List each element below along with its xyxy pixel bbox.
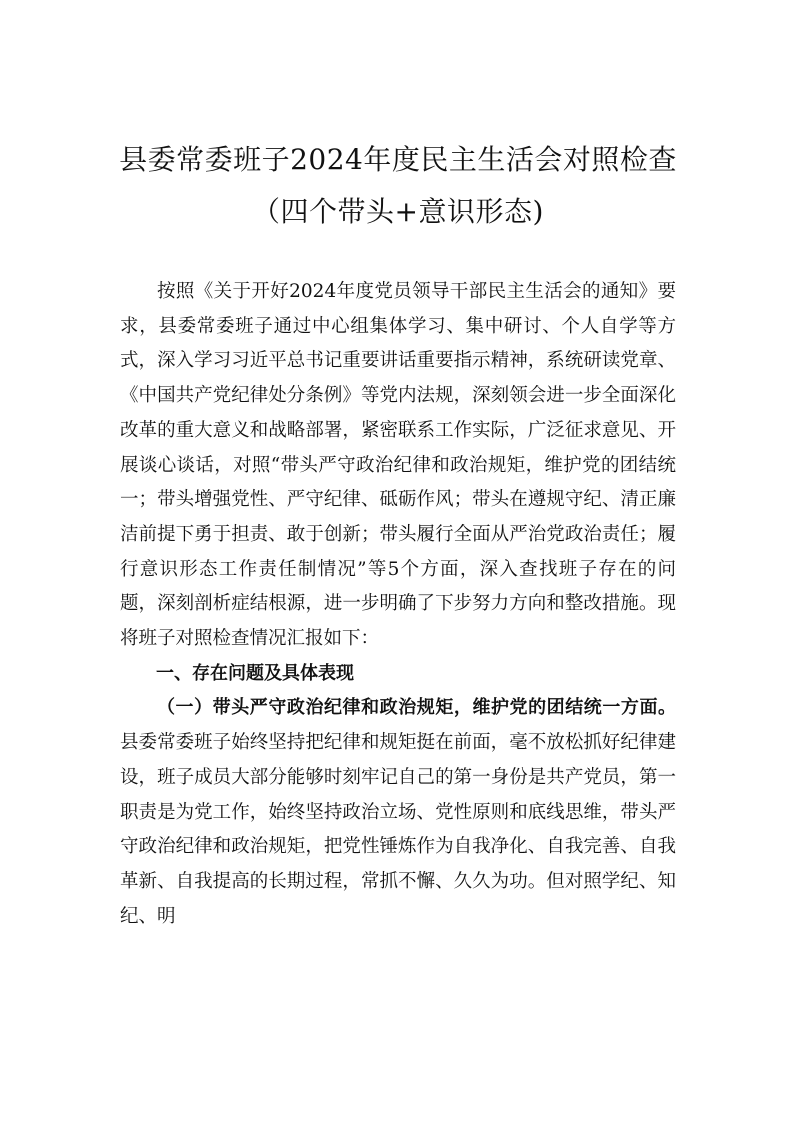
intro-paragraph: 按照《关于开好2024年度党员领导干部民主生活会的通知》要求，县委常委班子通过中心组集体学习、集中研讨、个人自学等方式，深入学习习近平总书记重要讲话重要指示精神，系统研读党章、《中国共产党纪律处分条例》等党内法规，深刻领会进一步全面深化改革的重大意义和战略部署，紧密联系工作实际，广泛征求意见、开展谈心谈话，对照“带头严守政治纪律和政治规矩，维护党的团结统一；带头增强党性、严守纪律、砥砺作风；带头在遵规守纪、清正廉洁前提下勇于担责、敢于创新；带头履行全面从严治党政治责任；履行意识形态工作责任制情况”等5个方面，深入查找班子存在的问题，深刻剖析症结根源，进一步明确了下步努力方向和整改措施。现将班子对照检查情况汇报如下：	[120, 281, 676, 650]
subsection-paragraph	[120, 691, 676, 934]
document-body	[120, 275, 676, 934]
subsection-heading: （一）带头严守政治纪律和政治规矩，维护党的团结统一方面。	[157, 697, 676, 719]
subsection-body: 县委常委班子始终坚持把纪律和规矩挺在前面，毫不放松抓好纪律建设，班子成员大部分能够时刻牢记自己的第一身份是共产党员，第一职责是为党工作，始终坚持政治立场、党性原则和底线思维，带头严守政治纪律和政治规矩，把党性锤炼作为自我净化、自我完善、自我革新、自我提高的长期过程，常抓不懈、久久为功。但对照学纪、知纪、明	[120, 732, 676, 927]
document-title: 县委常委班子2024年度民主生活会对照检查（四个带头+意识形态)	[119, 143, 677, 228]
section-heading: 一、存在问题及具体表现	[156, 662, 354, 684]
